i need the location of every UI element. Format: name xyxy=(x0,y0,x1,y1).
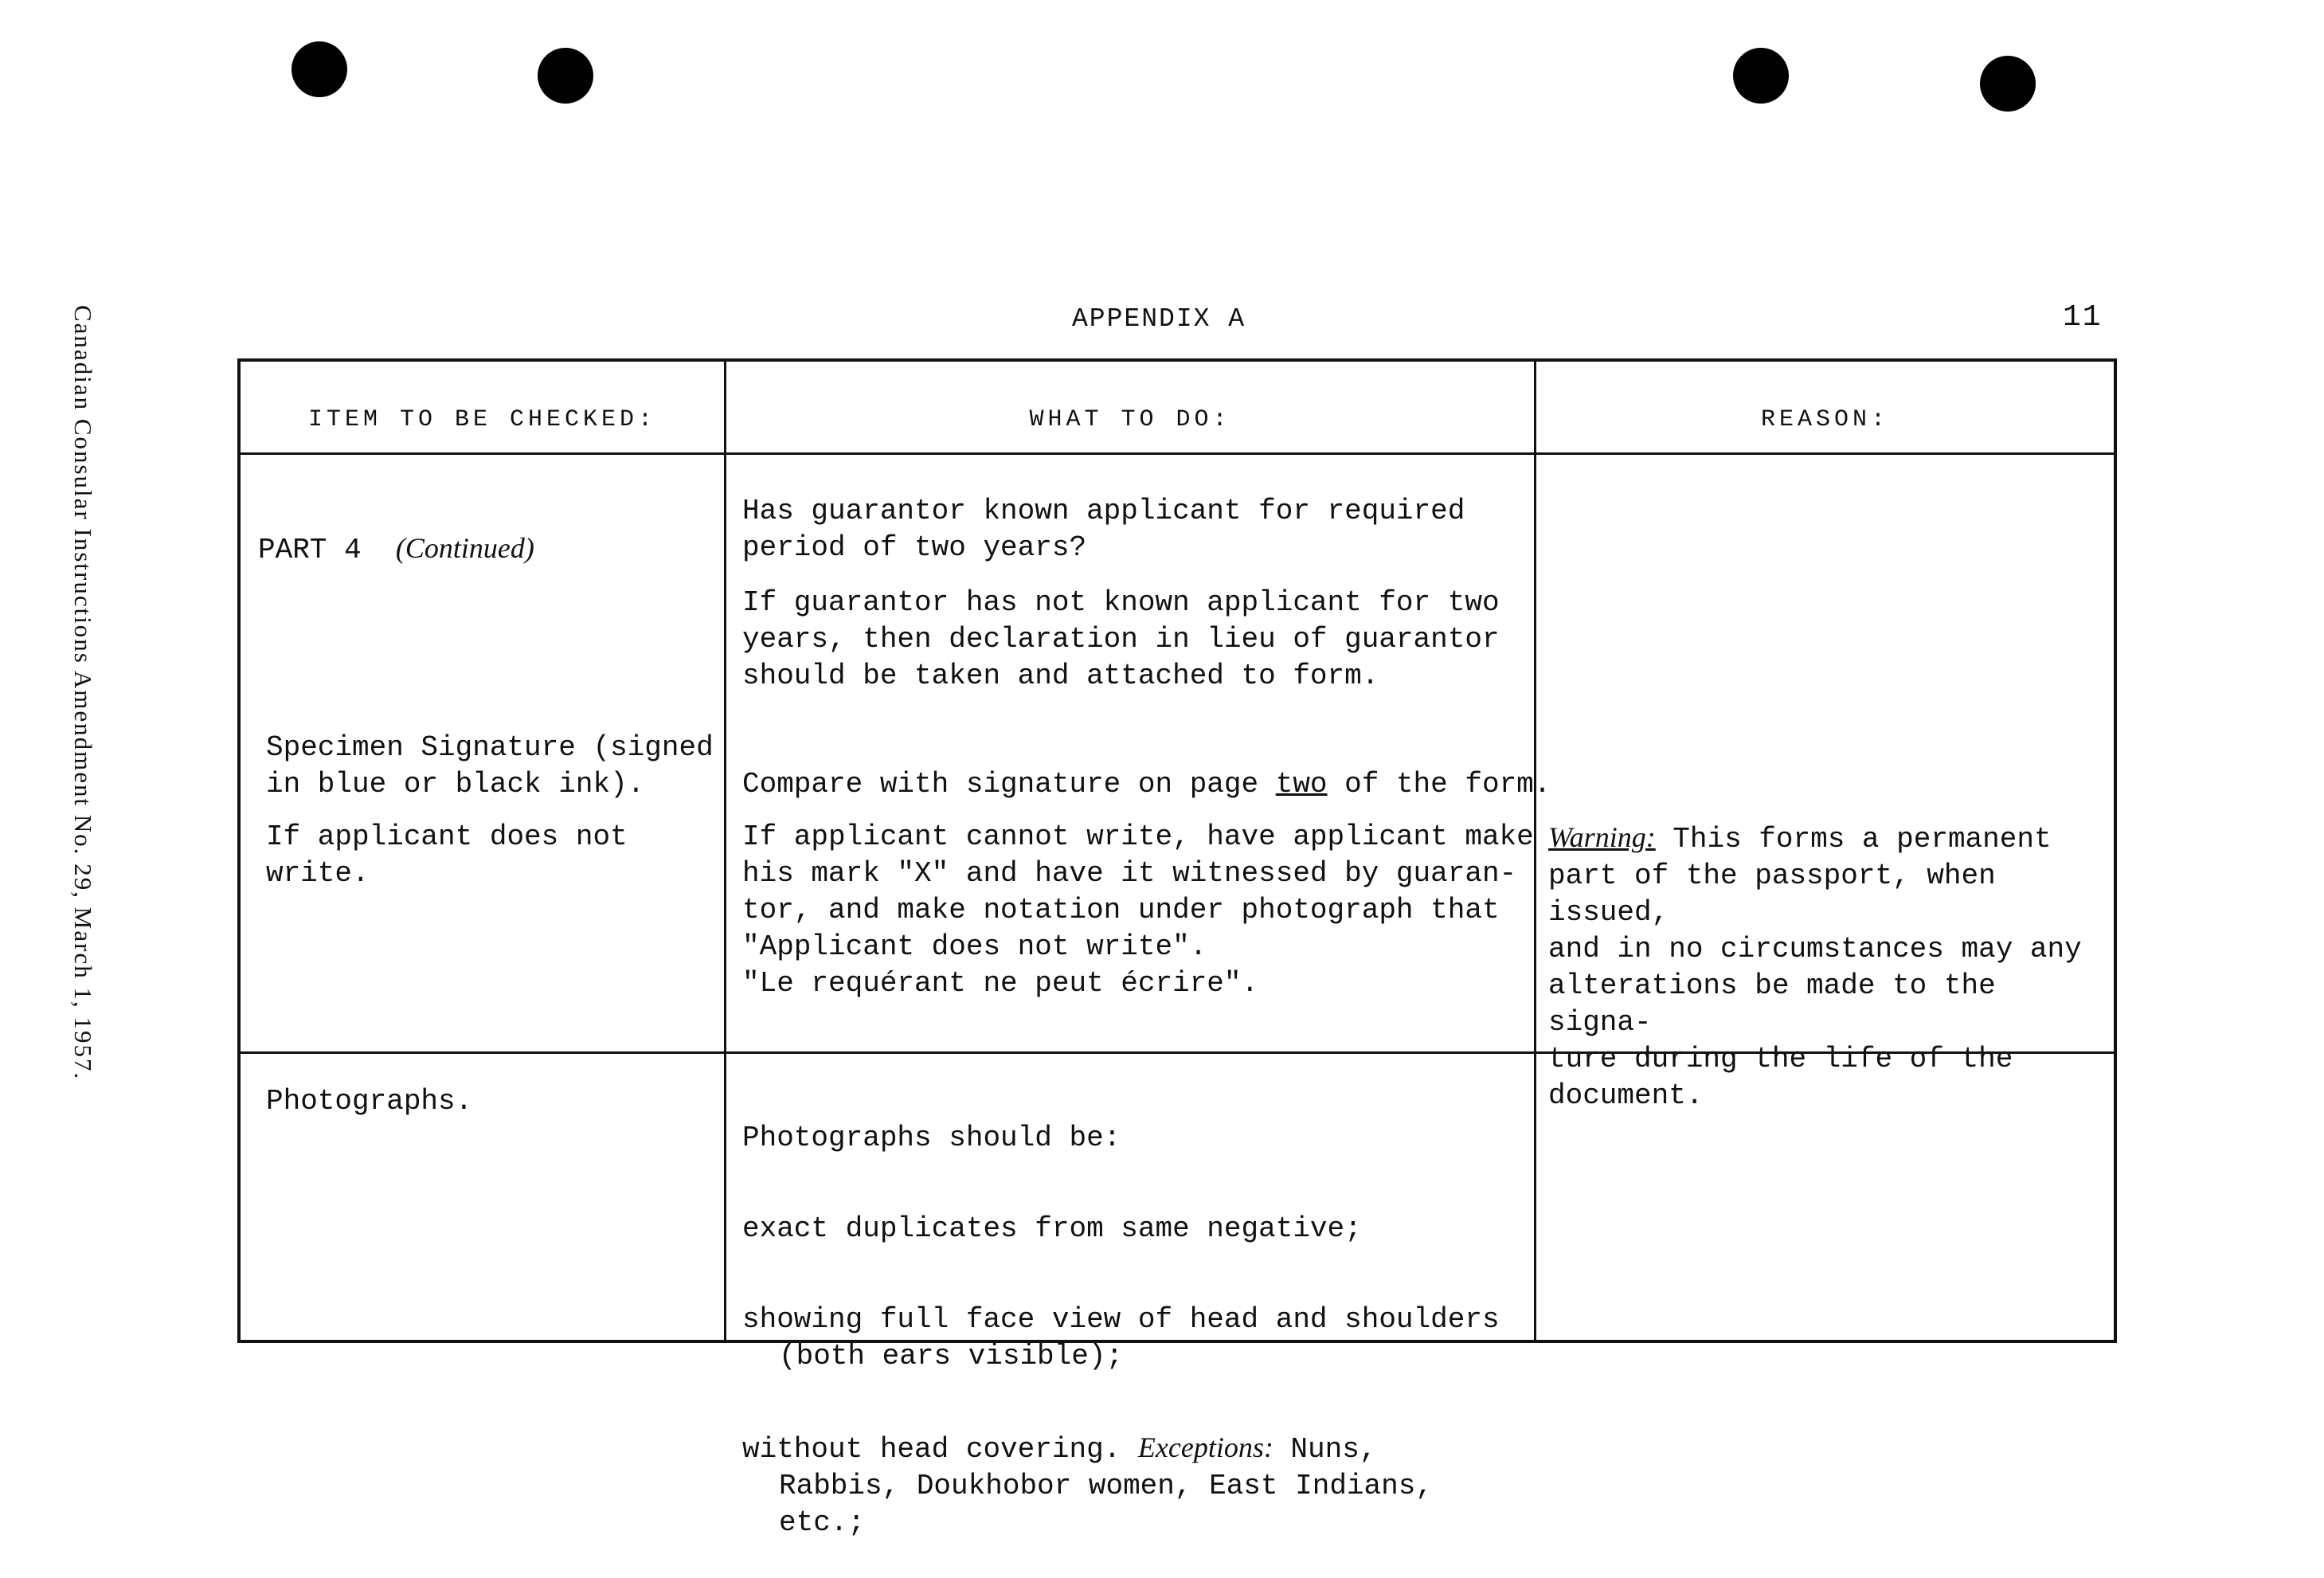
instructions-table xyxy=(237,358,2117,1539)
column-header-what-to-do: WHAT TO DO: xyxy=(1029,406,1231,433)
exceptions-label: Exceptions: xyxy=(1137,1431,1274,1463)
photographs-rule-head-covering xyxy=(742,1429,1523,1541)
photographs-rule-duplicates: exact duplicates from same negative; xyxy=(742,1212,1362,1245)
part-label xyxy=(258,493,534,569)
side-margin-note: Canadian Consular Instructions Amendment No. 29, March 1, 1957. xyxy=(69,305,97,1081)
column-header-item: ITEM TO BE CHECKED: xyxy=(307,406,657,433)
specimen-signature-item: Specimen Signature (signed in blue or black ink). xyxy=(266,731,714,801)
photographs-item: Photographs. xyxy=(266,1085,473,1118)
column-divider-1 xyxy=(724,362,726,1340)
part-number: PART 4 xyxy=(258,534,362,566)
head-covering-exceptions: Rabbis, Doukhobor women, East Indians, etc.; xyxy=(779,1470,1433,1539)
photographs-intro: Photographs should be: xyxy=(742,1122,1121,1154)
column-header-reason: REASON: xyxy=(1760,406,1890,433)
specimen-text-underlined: two xyxy=(1275,768,1328,801)
head-covering-nuns: Nuns, xyxy=(1273,1433,1377,1466)
warning-text: This forms a permanent part of the passport, when issued, and in no circumstances may any alterations be made to the signa- ture during the life of the document. xyxy=(1548,823,2082,1112)
guarantor-question: Has guarantor known applicant for required period of two years? xyxy=(742,495,1465,564)
warning-label: Warning: xyxy=(1548,821,1656,853)
warning-reason xyxy=(1548,819,2114,1114)
part-continued: (Continued) xyxy=(395,532,534,564)
page-title: APPENDIX A xyxy=(1072,304,1246,334)
column-divider-2 xyxy=(1534,362,1536,1340)
punch-hole-1 xyxy=(291,41,347,97)
face-view-line-1: showing full face view of head and shoulders xyxy=(742,1303,1500,1336)
does-not-write-instruction: If applicant cannot write, have applicant make his mark "X" and have it witnessed by guaran- tor, and make notation under photograph that "Applicant does not write". "Le requérant ne peut écrire". xyxy=(742,820,1534,1000)
page-number: 11 xyxy=(2063,300,2103,335)
specimen-text-b: of the form. xyxy=(1327,768,1551,801)
specimen-signature-instruction xyxy=(742,730,1551,803)
header-divider xyxy=(241,452,2114,455)
punch-hole-3 xyxy=(1733,48,1789,104)
does-not-write-item: If applicant does not write. xyxy=(266,820,628,890)
punch-hole-2 xyxy=(538,48,593,104)
punch-hole-4 xyxy=(1980,56,2036,112)
head-covering-text: without head covering. xyxy=(742,1433,1138,1466)
guarantor-instruction: If guarantor has not known applicant for two years, then declaration in lieu of guarantor should be taken and attached to form. xyxy=(742,586,1500,692)
photographs-instructions xyxy=(742,1083,1523,1578)
photographs-rule-face-view xyxy=(742,1302,1523,1375)
face-view-line-2: (both ears visible); xyxy=(779,1340,1124,1372)
specimen-text-a: Compare with signature on page xyxy=(742,768,1276,801)
